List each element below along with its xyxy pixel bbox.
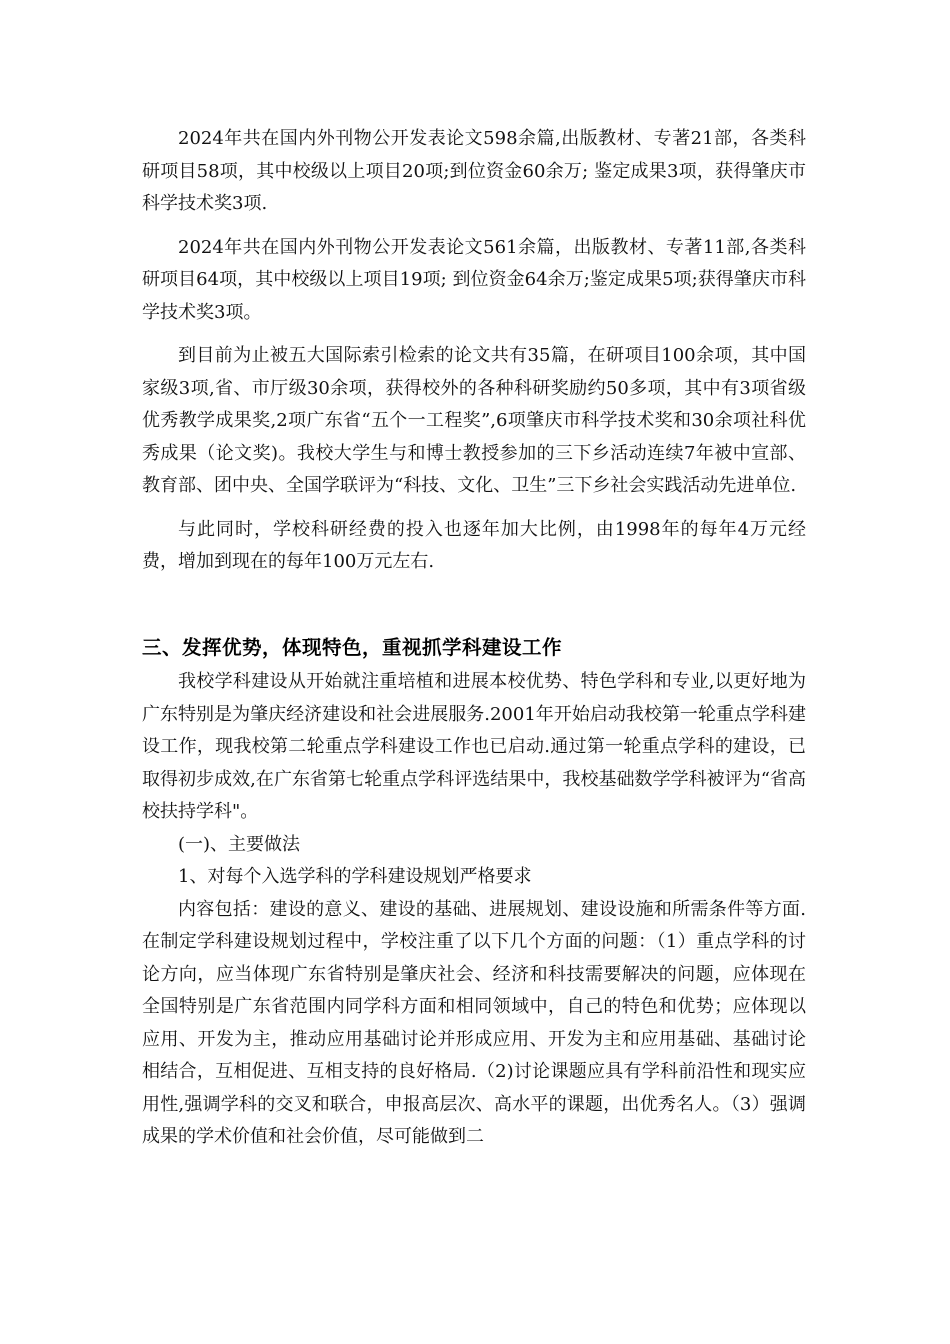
main-practices-subheading: (一)、主要做法 (178, 833, 301, 855)
paragraph-2024-b: 2024年共在国内外刊物公开发表论文561余篇，出版教材、专著11部,各类科研项目64项，其中校级以上项目19项; 到位资金64余万;鉴定成果5项;获得肇庆市科学技术奖3项。 (142, 236, 806, 323)
item-1-body: 内容包括：建设的意义、建设的基础、进展规划、建设设施和所需条件等方面.在制定学科建设规划过程中，学校注重了以下几个方面的问题：（1）重点学科的讨论方向，应当体现广东省特别是肇庆社会、经济和科技需要解决的问题，应体现在全国特别是广东省范围内同学科方面和相同领域中，自己的特色和优势；应体现以应用、开发为主，推动应用基础讨论并形成应用、开发为主和应用基础、基础讨论相结合，互相促进、互相支持的良好格局.（2)讨论课题应具有学科前沿性和现实应用性,强调学科的交叉和联合，申报高层次、高水平的课题，出优秀名人。（3）强调成果的学术价值和社会价值，尽可能做到二 (142, 898, 806, 1147)
section-three-body (142, 666, 806, 1154)
paragraph-funding: 与此同时，学校科研经费的投入也逐年加大比例，由1998年的每年4万元经费，增加到现在的每年100万元左右. (142, 518, 806, 572)
report-body-top (142, 123, 806, 579)
paragraph-index-awards: 到目前为止被五大国际索引检索的论文共有35篇，在研项目100余项，其中国家级3项,省、市厅级30余项，获得校外的各种科研奖励约50多项，其中有3项省级优秀教学成果奖,2项广东省“五个一工程奖”,6项肇庆市科学技术奖和30余项社科优秀成果（论文奖)。我校大学生与和博士教授参加的三下乡活动连续7年被中宣部、教育部、团中央、全国学联评为“科技、文化、卫生”三下乡社会实践活动先进单位. (142, 345, 806, 496)
section-three-heading: 三、发挥优势，体现特色，重视抓学科建设工作 (142, 636, 563, 659)
item-1-title: 1、对每个入选学科的学科建设规划严格要求 (178, 866, 532, 887)
section-three-intro: 我校学科建设从开始就注重培植和进展本校优势、特色学科和专业,以更好地为广东特别是为肇庆经济建设和社会进展服务.2001年开始启动我校第一轮重点学科建设工作，现我校第二轮重点学科建设工作也已启动.通过第一轮重点学科的建设，已取得初步成效,在广东省第七轮重点学科评选结果中，我校基础数学学科被评为“省高校扶持学科"。 (142, 671, 806, 822)
paragraph-2024-a: 2024年共在国内外刊物公开发表论文598余篇,出版教材、专著21部，各类科研项目58项，其中校级以上项目20项;到位资金60余万; 鉴定成果3项，获得肇庆市科学技术奖3项. (142, 128, 806, 214)
